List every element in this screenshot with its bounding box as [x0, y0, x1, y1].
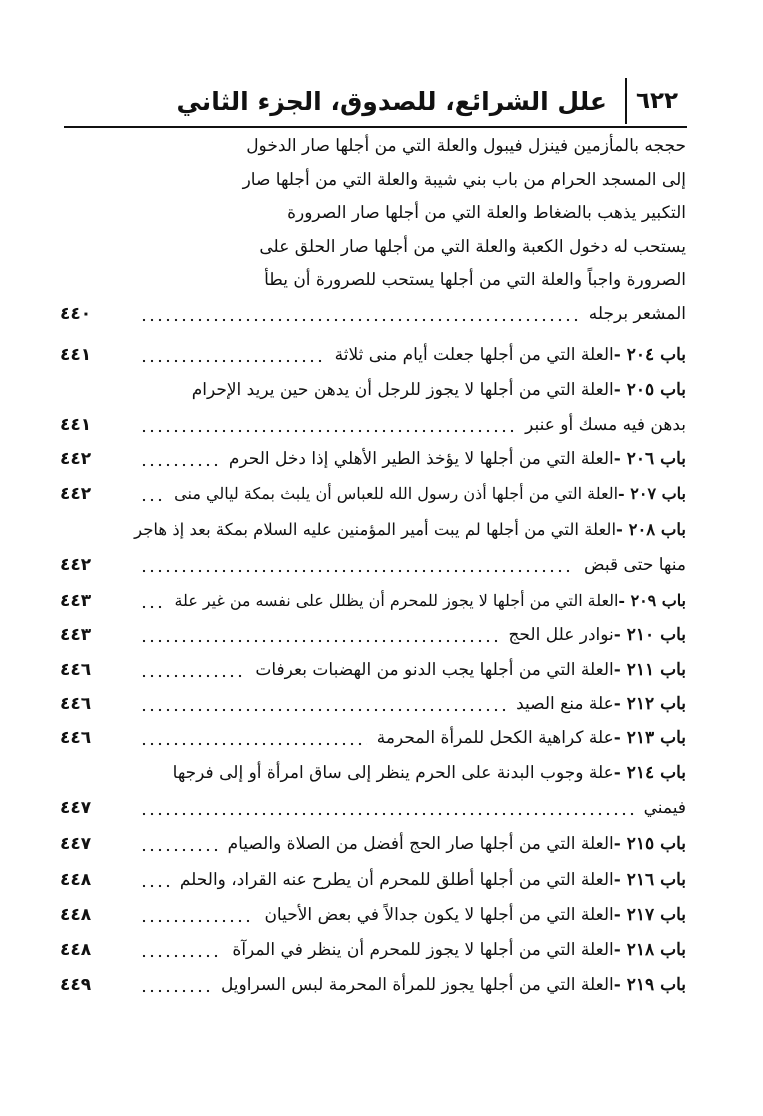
chapter-title: العلة التي من أجلها لا يؤخذ الطير الأهلي إذا دخل الحرم	[228, 449, 614, 469]
chapter-title-continuation: بدهن فيه مسك أو عنبر	[525, 415, 686, 435]
toc-entry	[134, 656, 686, 684]
leader-dots	[140, 724, 367, 752]
leader-dots	[140, 587, 165, 615]
toc-entry	[134, 445, 686, 473]
toc-entry	[134, 480, 686, 508]
toc-page-number: ٤٤٣	[60, 591, 92, 611]
chapter-title: العلة التي من أجلها صار الحج أفضل من الصلاة والصيام	[227, 834, 614, 854]
chapter-title: العلة التي من أجلها لا يكون جدالاً في بعض الأحيان	[264, 905, 614, 925]
leader-dots	[140, 971, 211, 999]
chapter-label: باب ٢١٧ -	[613, 905, 686, 925]
chapter-label: باب ٢٠٥ -	[613, 380, 686, 400]
toc-continuation-line	[134, 233, 686, 261]
chapter-label: باب ٢١٥ -	[613, 834, 686, 854]
leader-dots	[140, 656, 245, 684]
chapter-title: العلة التي من أجلها يجب الدنو من الهضبات بعرفات	[255, 660, 614, 680]
toc-page-number: ٤٤٠	[60, 304, 92, 324]
chapter-label: باب ٢١٠ -	[613, 625, 686, 645]
toc-text: الصرورة واجباً والعلة التي من أجلها يستحب للصرورة أن يطأ	[264, 270, 686, 290]
running-title: علل الشرائع، للصدوق، الجزء الثاني	[176, 86, 607, 116]
leader-dots	[140, 341, 325, 369]
toc-entry	[134, 587, 686, 615]
toc-entry	[134, 830, 686, 858]
chapter-label: باب ٢٠٧ -	[618, 484, 686, 503]
chapter-title: العلة التي من أجلها لا يجوز للمحرم أن ينظر في المرآة	[232, 940, 614, 960]
chapter-title-continuation: منها حتى قبض	[584, 555, 686, 575]
toc-page-number: ٤٤١	[60, 345, 92, 365]
toc-page-number: ٤٤٨	[60, 905, 92, 925]
toc-continuation-line	[134, 166, 686, 194]
toc-page-number: ٤٤٨	[60, 870, 92, 890]
chapter-label: باب ٢١١ -	[613, 660, 686, 680]
chapter-label: باب ٢١٦ -	[613, 870, 686, 890]
leader-dots	[140, 901, 254, 929]
chapter-label: باب ٢٠٩ -	[618, 591, 686, 610]
chapter-title: العلة التي من أجلها جعلت أيام منى ثلاثة	[334, 345, 614, 365]
leader-dots	[140, 690, 506, 718]
leader-dots	[140, 480, 164, 508]
toc-text: يستحب له دخول الكعبة والعلة التي من أجلها صار الحلق على	[259, 237, 686, 257]
toc-page-number: ٤٤٩	[60, 975, 92, 995]
chapter-title: علة وجوب البدنة على الحرم ينظر إلى ساق امرأة أو إلى فرجها	[172, 763, 614, 783]
chapter-title: العلة التي من أجلها لا يجوز للرجل أن يدهن حين يريد الإحرام	[191, 380, 614, 400]
leader-dots	[140, 445, 219, 473]
chapter-label: باب ٢٠٤ -	[613, 345, 686, 365]
chapter-label: باب ٢١٩ -	[613, 975, 686, 995]
toc-entry	[134, 866, 686, 894]
toc-text: المشعر برجله	[588, 304, 686, 324]
chapter-label: باب ٢٠٦ -	[613, 449, 686, 469]
chapter-title: العلة التي من أجلها أذن رسول الله للعباس أن يلبث بمكة ليالي منى	[174, 484, 619, 503]
toc-page-number: ٤٤٨	[60, 940, 92, 960]
chapter-label: باب ٢١٤ -	[613, 763, 686, 783]
chapter-title: علة كراهية الكحل للمرأة المحرمة	[376, 728, 614, 748]
leader-dots	[140, 621, 498, 649]
toc-entry	[134, 376, 686, 404]
toc-page-number: ٤٤٦	[60, 660, 92, 680]
toc-page-number: ٤٤٦	[60, 694, 92, 714]
chapter-title: علة منع الصيد	[516, 694, 614, 714]
toc-entry-continuation	[134, 551, 686, 579]
chapter-title: العلة التي من أجلها يجوز للمرأة المحرمة لبس السراويل	[220, 975, 614, 995]
toc-text: إلى المسجد الحرام من باب بني شيبة والعلة التي من أجلها صار	[242, 170, 686, 190]
toc-page-number: ٤٤٢	[60, 449, 92, 469]
toc-continuation-line	[134, 132, 686, 160]
page-number: ٦٢٢	[625, 78, 687, 124]
leader-dots	[140, 300, 579, 328]
toc-page-number: ٤٤٢	[60, 484, 92, 504]
chapter-label: باب ٢٠٨ -	[616, 520, 686, 539]
chapter-label: باب ٢١٣ -	[613, 728, 686, 748]
toc-continuation-line	[134, 300, 686, 328]
toc-entry	[134, 901, 686, 929]
toc-entry	[134, 936, 686, 964]
toc-entry	[134, 516, 686, 544]
chapter-label: باب ٢١٨ -	[613, 940, 686, 960]
toc-continuation-line	[134, 266, 686, 294]
toc-entry-continuation	[134, 794, 686, 822]
toc-text: التكبير يذهب بالضغاط والعلة التي من أجلها صار الصرورة	[287, 203, 686, 223]
toc-entry	[134, 724, 686, 752]
toc-entry	[134, 341, 686, 369]
chapter-title: العلة التي من أجلها لم يبت أمير المؤمنين عليه السلام بمكة بعد إذ هاجر	[134, 520, 617, 539]
toc-page-number: ٤٤٣	[60, 625, 92, 645]
chapter-label: باب ٢١٢ -	[613, 694, 686, 714]
chapter-title-continuation: فيمني	[643, 798, 686, 818]
leader-dots	[140, 411, 515, 439]
leader-dots	[140, 794, 634, 822]
toc-text: حججه بالمأزمين فينزل فيبول والعلة التي من أجلها صار الدخول	[246, 136, 686, 156]
toc-entry	[134, 690, 686, 718]
toc-page-number: ٤٤٦	[60, 728, 92, 748]
toc-entry-continuation	[134, 411, 686, 439]
toc-page-number: ٤٤٧	[60, 834, 92, 854]
toc-continuation-line	[134, 199, 686, 227]
chapter-title: العلة التي من أجلها لا يجوز للمحرم أن يظلل على نفسه من غير علة	[174, 591, 619, 610]
leader-dots	[140, 866, 170, 894]
toc-entry	[134, 759, 686, 787]
toc-entry	[134, 621, 686, 649]
toc-page-number: ٤٤٢	[60, 555, 92, 575]
leader-dots	[140, 830, 218, 858]
toc-page-number: ٤٤١	[60, 415, 92, 435]
leader-dots	[140, 551, 574, 579]
toc-entry	[134, 971, 686, 999]
leader-dots	[140, 936, 222, 964]
toc-page-number: ٤٤٧	[60, 798, 92, 818]
chapter-title: نوادر علل الحج	[508, 625, 614, 645]
chapter-title: العلة التي من أجلها أطلق للمحرم أن يطرح عنه القراد، والحلم	[179, 870, 614, 890]
